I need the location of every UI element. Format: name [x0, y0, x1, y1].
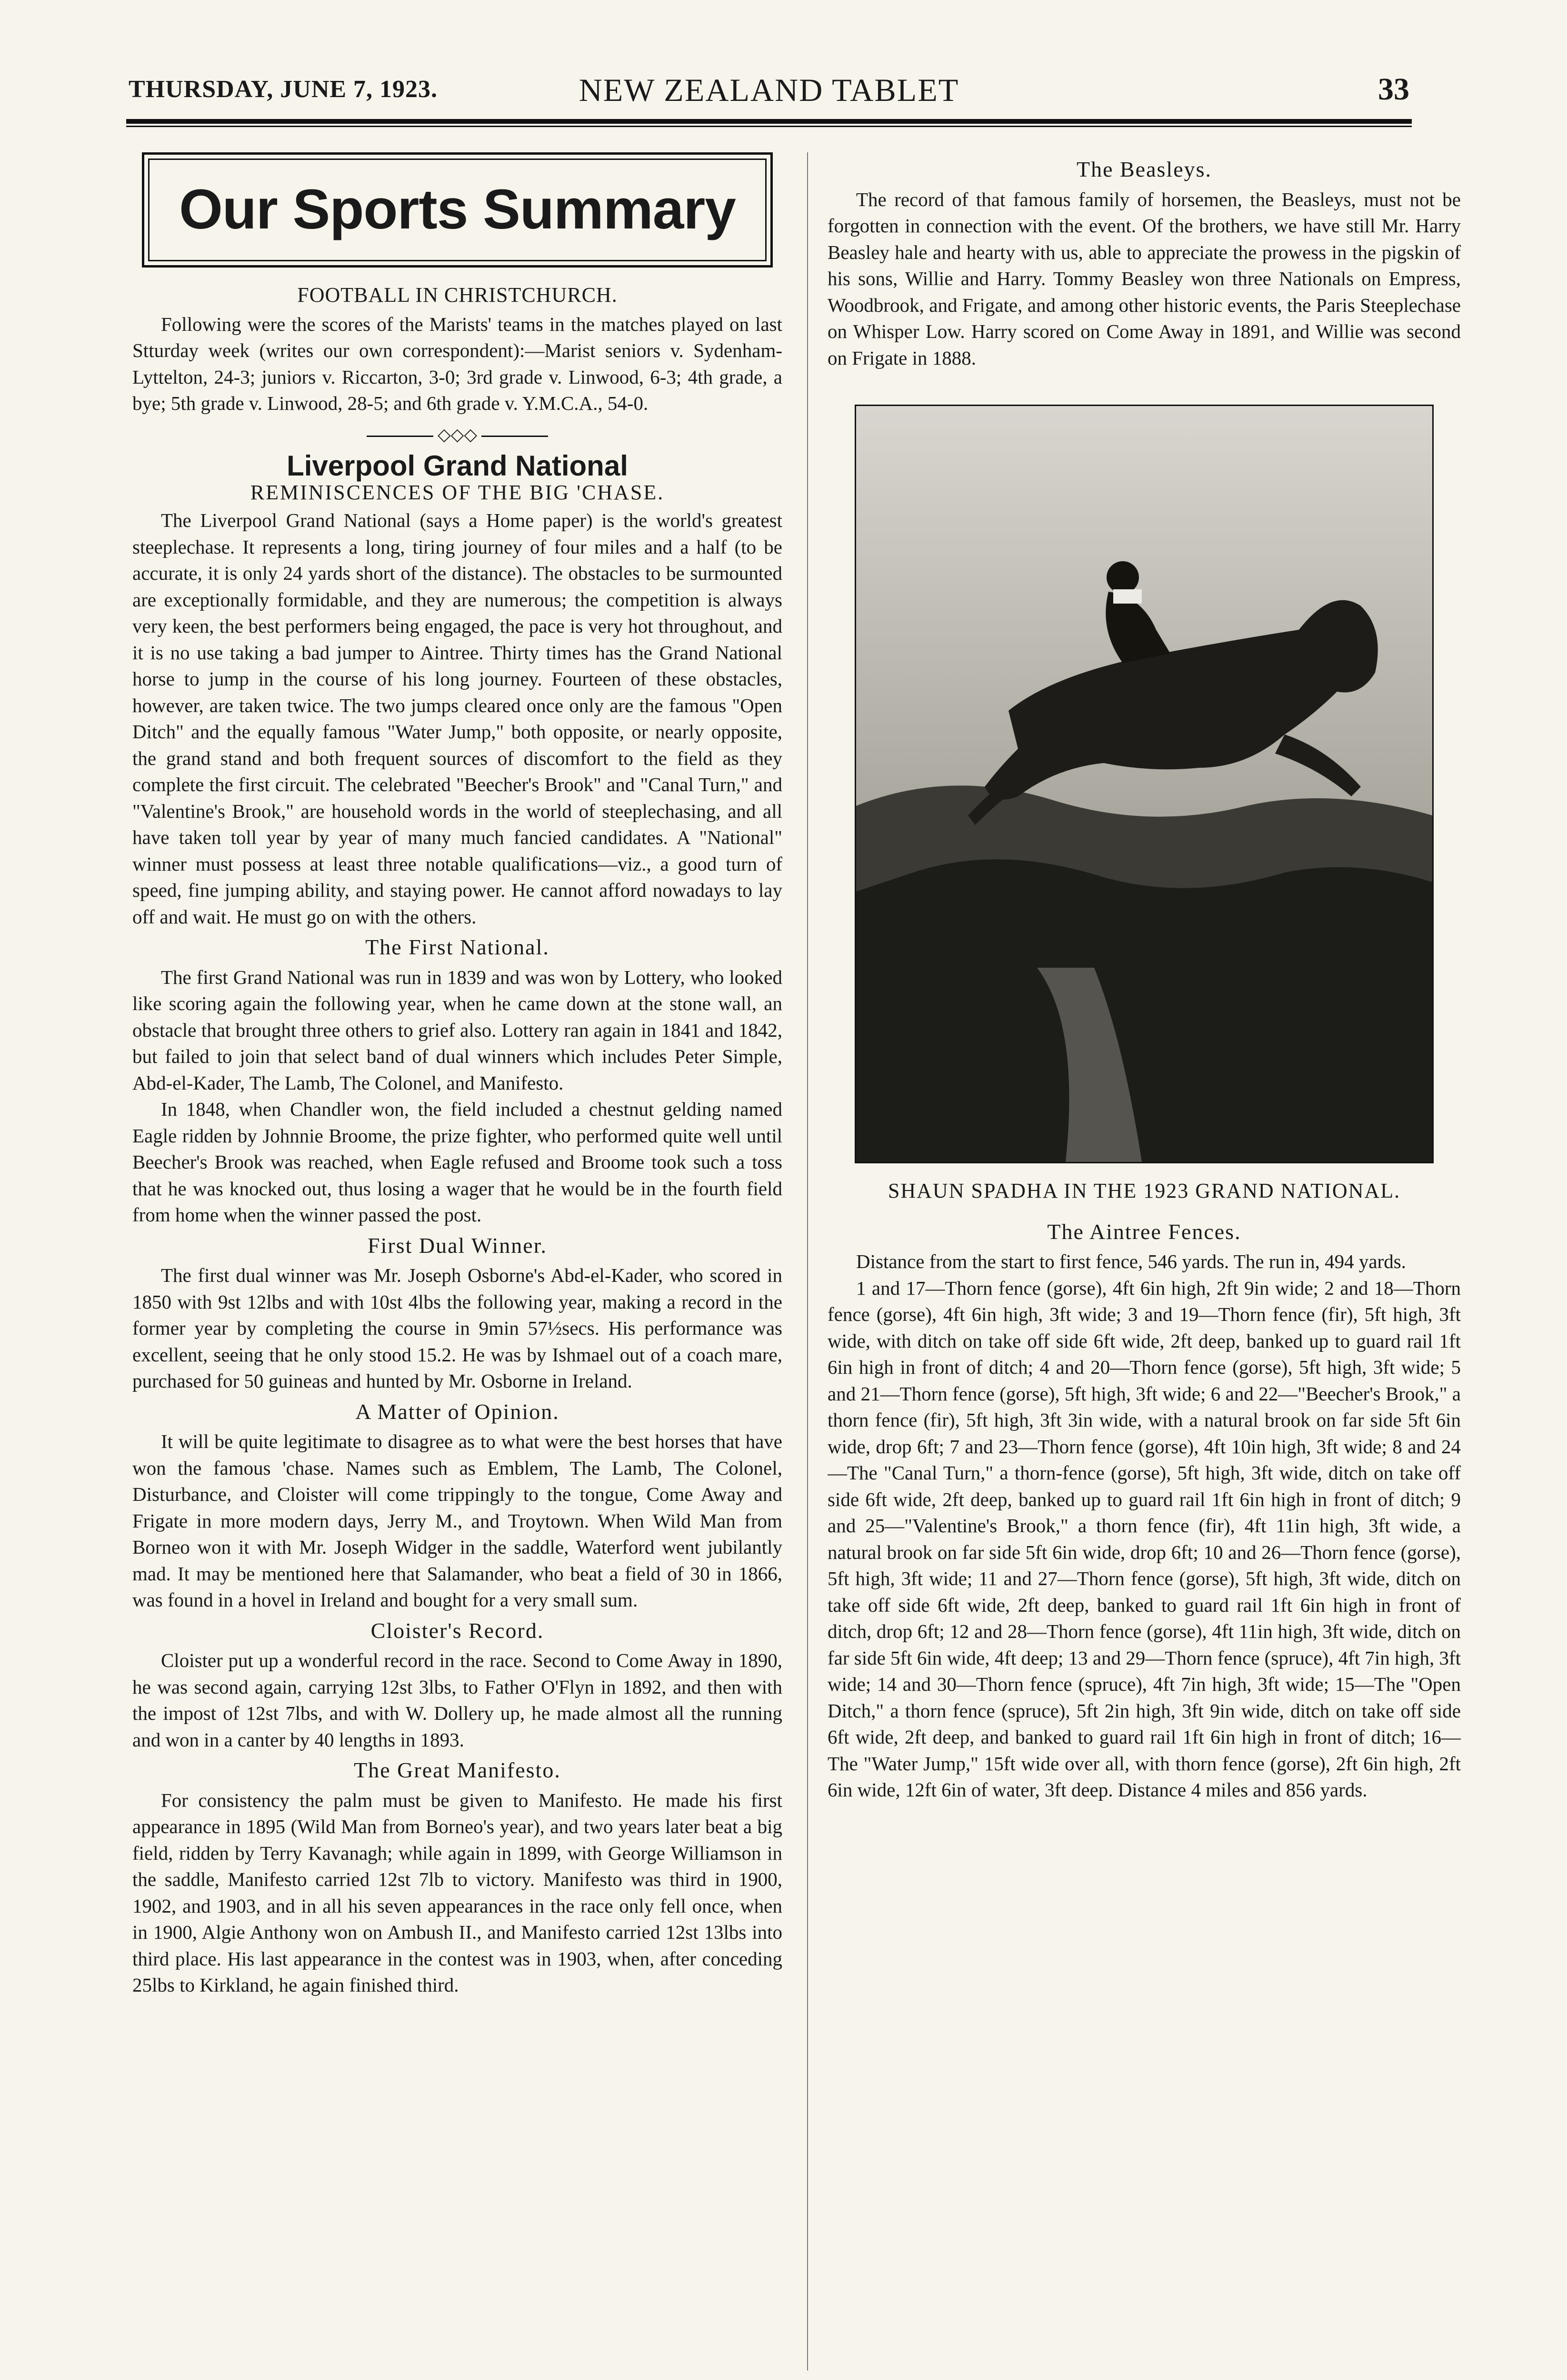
first-national-paragraph-1: The first Grand National was run in 1839 and was won by Lottery, who looked like scoring again the following year, when he came down at the stone wall, an obstacle that brought three others to grief also. Lottery ran again in 1841 and 1842, but failed to join that select band of dual winners which includes Peter Simple, Abd-el-Kader, The Lamb, The Colonel, and Manifesto.	[132, 966, 782, 1094]
article-subheading: REMINISCENCES OF THE BIG 'CHASE.	[250, 480, 665, 504]
right-column	[828, 152, 1461, 2380]
masthead	[129, 71, 1409, 124]
manifesto-heading: The Great Manifesto.	[354, 1758, 561, 1782]
diamond-ornament-icon: ◇◇◇	[132, 422, 782, 448]
opinion-heading: A Matter of Opinion.	[355, 1399, 559, 1424]
page-number: 33	[1378, 72, 1409, 107]
section-title: Our Sports Summary	[179, 178, 736, 241]
beasleys-text: The record of that famous family of horsemen, the Beasleys, must not be forgotten in connection with the event. Of the brothers, we have still Mr. Harry Beasley hale and hearty with us, able to appreciate the prowess in the pigskin of his sons, Willie and Harry. Tommy Beasley won three Nationals on Empress, Woodbrook, and Frigate, and among other historic events, the Paris Steeplechase on Whisper Low. Harry scored on Come Away in 1891, and Willie was second on Frigate in 1888.	[828, 188, 1461, 369]
newspaper-title: NEW ZEALAND TABLET	[579, 72, 959, 108]
photo-caption: SHAUN SPADHA IN THE 1923 GRAND NATIONAL.	[888, 1179, 1401, 1202]
football-heading: FOOTBALL IN CHRISTCHURCH.	[297, 283, 618, 307]
fences-intro: Distance from the start to first fence, 546 yards. The run in, 494 yards.	[856, 1250, 1406, 1272]
fences-list: 1 and 17—Thorn fence (gorse), 4ft 6in high, 2ft 9in wide; 2 and 18—Thorn fence (gorse), 4ft 6in high, 3ft wide; 3 and 19—Thorn fence (fir), 5ft high, 3ft wide, with ditch on take off side 6ft wide, 2ft deep, banked up to guard rail 1ft 6in high in front of ditch; 4 and 20—Thorn fence (gorse), 5ft high, 3ft wide; 5 and 21—Thorn fence (gorse), 5ft high, 3ft wide; 6 and 22—"Beecher's Brook," a thorn fence (fir), 5ft high, 3ft 3in wide, with a natural brook on far side 5ft 6in wide, drop 6ft; 7 and 23—Thorn fence (gorse), 4ft 10in high, 3ft wide; 8 and 24—The "Canal Turn," a thorn-fence (gorse), 5ft high, 3ft wide, ditch on take off side 6ft wide, 2ft deep, banked up to guard rail 1ft 6in high in front of ditch; 9 and 25—"Valentine's Brook," a thorn fence (fir), 4ft 11in high, 3ft wide, a natural brook on far side 5ft 6in wide, drop 6ft; 10 and 26—Thorn fence (gorse), 5ft high, 3ft wide; 11 and 27—Thorn fence (gorse), 5ft high, 3ft wide, ditch on take off side 6ft wide, 2ft deep, banked to guard rail 1ft 6in high in front of ditch, drop 6ft; 12 and 28—Thorn fence (gorse), 4ft 11in high, 3ft wide, ditch on far side 5ft 6in wide, 4ft deep; 13 and 29—Thorn fence (spruce), 4ft 7in high, 3ft wide; 14 and 30—Thorn fence (spruce), 4ft 7in high, 3ft wide; 15—The "Open Ditch," a thorn fence (spruce), 5ft 2in high, 3ft 9in wide, ditch on take off side 6ft wide, 2ft deep, and banked to guard rail 1ft 6in high in front of ditch; 16—The "Water Jump," 15ft wide over all, with thorn fence (gorse), 2ft 6in high, 2ft 6in wide, 12ft 6in of water, 3ft deep. Distance 4 miles and 856 yards.	[828, 1277, 1461, 1801]
article-intro: The Liverpool Grand National (says a Home paper) is the world's greatest steeplechase. It represents a long, tiring journey of four miles and a half (to be accurate, it is only 24 yards short of the distance). The obstacles to be surmounted are exceptionally formidable, and they are numerous; the competition is always very keen, the best performers being engaged, the pace is very hot throughout, and it is no use taking a bad jumper to Aintree. Thirty times has the Grand National horse to jump in the course of his long journey. Fourteen of these obstacles, however, are taken twice. The two jumps cleared once only are the famous "Open Ditch" and the equally famous "Water Jump," both opposite, or nearly opposite, the grand stand and both frequent sources of discomfort to the field as they complete the first circuit. The celebrated "Beecher's Brook" and "Canal Turn," and "Valentine's Brook," are household words in the world of steeplechasing, and all have taken toll year by year of many much fancied candidates. A "National" winner must possess at least three notable qualifications—viz., a good turn of speed, fine jumping ability, and staying power. He cannot afford nowadays to lay off and wait. He must go on with the others.	[132, 509, 782, 928]
masthead-rule	[126, 119, 1412, 127]
first-national-paragraph-2: In 1848, when Chandler won, the field included a chestnut gelding named Eagle ridden by Johnnie Broome, the prize fighter, who performed quite well until Beecher's Brook was reached, when Eagle refused and Broome took such a toss that he was knocked out, thus losing a wager that he would be in the fourth field from home when the winner passed the post.	[132, 1098, 782, 1226]
article-heading: Liverpool Grand National	[287, 450, 628, 482]
dual-winner-heading: First Dual Winner.	[367, 1233, 547, 1258]
dual-winner-text: The first dual winner was Mr. Joseph Osborne's Abd-el-Kader, who scored in 1850 with 9st 12lbs and with 10st 4lbs the following year, making a record in the former year by completing the course in 9min 57½secs. His performance was excellent, seeing that he only stood 15.2. He was by Ishmael out of a coach mare, purchased for 50 guineas and hunted by Mr. Osborne in Ireland.	[132, 1264, 782, 1392]
steeplechase-photo	[855, 405, 1434, 1163]
issue-date: THURSDAY, JUNE 7, 1923.	[129, 76, 438, 103]
horse-jump-illustration	[856, 406, 1432, 1162]
column-rule	[807, 152, 808, 2370]
section-title-box	[142, 152, 773, 268]
cloister-heading: Cloister's Record.	[370, 1618, 544, 1643]
football-text: Following were the scores of the Marists' teams in the matches played on last Stturday week (writes our own correspondent):—Marist seniors v. Sydenham-Lyttelton, 24-3; juniors v. Riccarton, 3-0; 3rd grade v. Linwood, 6-3; 4th grade, a bye; 5th grade v. Linwood, 28-5; and 6th grade v. Y.M.C.A., 54-0.	[132, 313, 782, 414]
beasleys-heading: The Beasleys.	[1076, 157, 1212, 181]
opinion-text: It will be quite legitimate to disagree as to what were the best horses that have won the famous 'chase. Names such as Emblem, The Lamb, The Colonel, Disturbance, and Cloister will come trippingly to the tongue, Come Away and Frigate in more modern days, Jerry M., and Troytown. When Wild Man from Borneo won it with Mr. Joseph Widger in the saddle, Waterford went jubilantly mad. It may be mentioned here that Salamander, who beat a field of 30 in 1866, was found in a hovel in Ireland and bought for a very small sum.	[132, 1430, 782, 1611]
fences-heading: The Aintree Fences.	[1047, 1219, 1241, 1244]
manifesto-text: For consistency the palm must be given to Manifesto. He made his first appearance in 1895 (Wild Man from Borneo's year), and two years later beat a big field, ridden by Terry Kavanagh; while again in 1899, with George Williamson in the saddle, Manifesto carried 12st 7lb to victory. Manifesto was third in 1900, 1902, and 1903, and in all his seven appearances in the race only fell once, when in 1900, Algie Anthony won on Ambush II., and Manifesto carried 12st 13lbs into third place. His last appearance in the contest was in 1903, when, after conceding 25lbs to Kirkland, he again finished third.	[132, 1789, 782, 1996]
left-column	[132, 152, 782, 2375]
cloister-text: Cloister put up a wonderful record in the race. Second to Come Away in 1890, he was second again, carrying 12st 3lbs, to Father O'Flyn in 1892, and then with the impost of 12st 7lbs, and with W. Dollery up, he made almost all the running and won in a canter by 40 lengths in 1893.	[132, 1649, 782, 1751]
first-national-heading: The First National.	[365, 935, 549, 959]
